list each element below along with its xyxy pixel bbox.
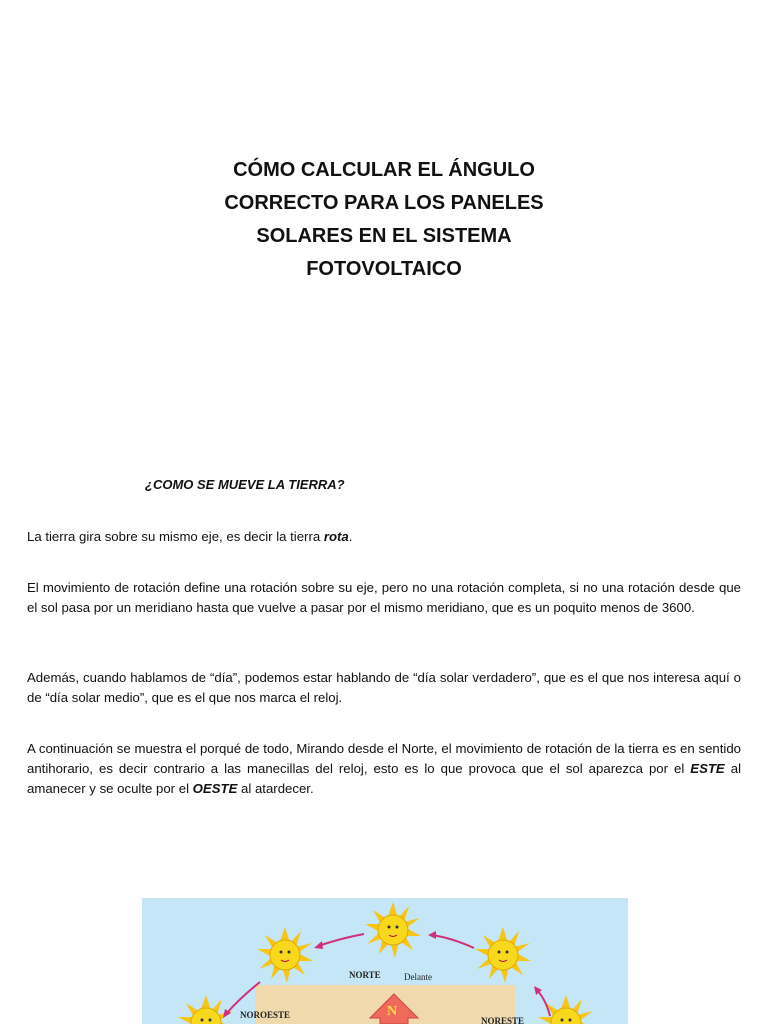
sun-icon	[365, 902, 421, 958]
title-line: FOTOVOLTAICO	[306, 258, 462, 280]
label-noreste: NORESTE	[481, 1016, 525, 1024]
arrow-icon	[537, 990, 550, 1016]
document-title	[0, 154, 768, 286]
sun-icon	[257, 927, 313, 983]
paragraph-2: El movimiento de rotación define una rotación sobre su eje, pero no una rotación completa, si no una rotación desde que el sol pasa por un meridiano hasta que vuelve a pasar por el mismo meridiano, que es un poquito menos de 3600.	[27, 580, 741, 615]
section-heading: ¿COMO SE MUEVE LA TIERRA?	[145, 477, 345, 492]
paragraph-1: La tierra gira sobre su mismo eje, es decir la tierra rota.	[27, 529, 353, 544]
title-line: SOLARES EN EL SISTEMA	[256, 225, 512, 247]
label-delante: Delante	[404, 972, 432, 982]
title-line: CORRECTO PARA LOS PANELES	[224, 192, 544, 214]
sun-icon	[475, 927, 531, 983]
arrow-icon	[318, 934, 364, 946]
paragraph-4: A continuación se muestra el porqué de todo, Mirando desde el Norte, el movimiento de rotación de la tierra es en sentido antihorario, es decir contrario a las manecillas del reloj, esto es lo que provoca que el sol aparezca por el ESTE al amanecer y se oculte por el OESTE al atardecer.	[27, 741, 742, 796]
arrow-icon	[432, 935, 474, 948]
sun-icon	[538, 995, 594, 1024]
sun-path-illustration	[142, 898, 628, 1024]
paragraph-3: Además, cuando hablamos de “día”, podemos estar hablando de “día solar verdadero”, que es el que nos interesa aquí o de “día solar medio”, que es el que nos marca el reloj.	[27, 670, 741, 705]
label-norte: NORTE	[349, 970, 381, 980]
sun-movement-figure	[142, 898, 628, 1024]
label-n: N	[387, 1004, 398, 1019]
title-line: CÓMO CALCULAR EL ÁNGULO	[233, 159, 535, 181]
label-noroeste: NOROESTE	[240, 1010, 291, 1020]
